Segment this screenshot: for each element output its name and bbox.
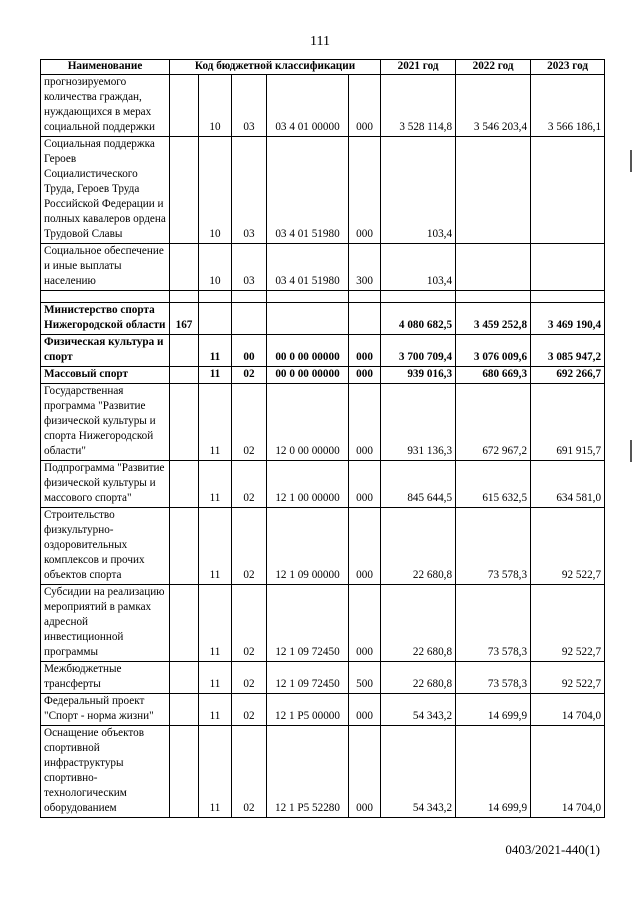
row-ministry-code xyxy=(170,726,199,818)
row-target-code xyxy=(267,303,349,335)
row-target-code: 12 1 P5 00000 xyxy=(267,694,349,726)
table-row xyxy=(41,662,605,694)
row-target-code: 03 4 01 51980 xyxy=(267,137,349,244)
table-row xyxy=(41,244,605,291)
table-row xyxy=(41,461,605,508)
row-subsection-code: 03 xyxy=(232,244,267,291)
row-type-code: 000 xyxy=(349,384,381,461)
row-amount-2022: 3 076 009,6 xyxy=(456,335,531,367)
table-spacer-row xyxy=(41,291,605,303)
row-amount-2022 xyxy=(456,244,531,291)
row-target-code: 00 0 00 00000 xyxy=(267,367,349,384)
row-target-code: 00 0 00 00000 xyxy=(267,335,349,367)
row-section-code: 11 xyxy=(199,662,232,694)
row-amount-2022: 3 459 252,8 xyxy=(456,303,531,335)
spacer-cell xyxy=(199,291,232,303)
row-amount-2023: 92 522,7 xyxy=(531,662,605,694)
row-ministry-code xyxy=(170,244,199,291)
table-row xyxy=(41,726,605,818)
table-header-row xyxy=(41,60,605,75)
row-target-code: 12 1 09 72450 xyxy=(267,662,349,694)
row-name: Межбюджетные трансферты xyxy=(41,662,170,694)
row-amount-2022: 615 632,5 xyxy=(456,461,531,508)
row-type-code: 000 xyxy=(349,335,381,367)
row-subsection-code: 02 xyxy=(232,508,267,585)
row-amount-2023: 14 704,0 xyxy=(531,694,605,726)
row-name: Субсидии на реализацию мероприятий в рамках адресной инвестиционной программы xyxy=(41,585,170,662)
table-row xyxy=(41,585,605,662)
row-name: Строительство физкультурно-оздоровительных комплексов и прочих объектов спорта xyxy=(41,508,170,585)
spacer-cell xyxy=(267,291,349,303)
row-amount-2023: 92 522,7 xyxy=(531,508,605,585)
row-type-code: 000 xyxy=(349,694,381,726)
row-type-code: 000 xyxy=(349,367,381,384)
row-name: Физическая культура и спорт xyxy=(41,335,170,367)
row-ministry-code xyxy=(170,75,199,137)
spacer-cell xyxy=(381,291,456,303)
row-name: Социальное обеспечение и иные выплаты населению xyxy=(41,244,170,291)
row-amount-2021: 54 343,2 xyxy=(381,694,456,726)
row-subsection-code: 00 xyxy=(232,335,267,367)
row-amount-2021: 22 680,8 xyxy=(381,508,456,585)
table-row xyxy=(41,75,605,137)
row-name: Министерство спорта Нижегородской области xyxy=(41,303,170,335)
row-amount-2022: 14 699,9 xyxy=(456,694,531,726)
spacer-cell xyxy=(531,291,605,303)
row-subsection-code: 03 xyxy=(232,137,267,244)
row-ministry-code xyxy=(170,335,199,367)
row-ministry-code xyxy=(170,137,199,244)
row-amount-2023: 691 915,7 xyxy=(531,384,605,461)
row-target-code: 12 1 09 72450 xyxy=(267,585,349,662)
row-type-code: 500 xyxy=(349,662,381,694)
row-section-code xyxy=(199,303,232,335)
row-ministry-code xyxy=(170,694,199,726)
row-section-code: 11 xyxy=(199,694,232,726)
row-type-code: 000 xyxy=(349,137,381,244)
row-amount-2022: 73 578,3 xyxy=(456,585,531,662)
row-subsection-code: 02 xyxy=(232,585,267,662)
spacer-cell xyxy=(41,291,170,303)
row-target-code: 12 1 09 00000 xyxy=(267,508,349,585)
row-amount-2023: 3 469 190,4 xyxy=(531,303,605,335)
row-amount-2022 xyxy=(456,137,531,244)
header-2021: 2021 год xyxy=(381,60,456,75)
row-target-code: 12 1 P5 52280 xyxy=(267,726,349,818)
table-row xyxy=(41,335,605,367)
header-code: Код бюджетной классификации xyxy=(170,60,381,75)
row-amount-2022: 73 578,3 xyxy=(456,662,531,694)
row-subsection-code xyxy=(232,303,267,335)
row-amount-2023 xyxy=(531,244,605,291)
row-amount-2022: 14 699,9 xyxy=(456,726,531,818)
header-name: Наименование xyxy=(41,60,170,75)
row-section-code: 11 xyxy=(199,335,232,367)
row-amount-2023: 692 266,7 xyxy=(531,367,605,384)
row-ministry-code xyxy=(170,585,199,662)
row-amount-2021: 4 080 682,5 xyxy=(381,303,456,335)
row-name: Оснащение объектов спортивной инфраструктуры спортивно-технологическим оборудованием xyxy=(41,726,170,818)
row-section-code: 11 xyxy=(199,726,232,818)
row-amount-2023: 3 085 947,2 xyxy=(531,335,605,367)
row-amount-2023: 92 522,7 xyxy=(531,585,605,662)
row-type-code: 000 xyxy=(349,461,381,508)
row-target-code: 12 0 00 00000 xyxy=(267,384,349,461)
row-type-code: 000 xyxy=(349,585,381,662)
spacer-cell xyxy=(349,291,381,303)
row-type-code xyxy=(349,303,381,335)
row-type-code: 000 xyxy=(349,726,381,818)
scan-edge-mark xyxy=(630,150,632,172)
row-amount-2021: 845 644,5 xyxy=(381,461,456,508)
row-target-code: 12 1 00 00000 xyxy=(267,461,349,508)
row-target-code: 03 4 01 51980 xyxy=(267,244,349,291)
row-amount-2023: 634 581,0 xyxy=(531,461,605,508)
row-name: Государственная программа "Развитие физической культуры и спорта Нижегородской области" xyxy=(41,384,170,461)
row-amount-2023: 14 704,0 xyxy=(531,726,605,818)
spacer-cell xyxy=(456,291,531,303)
row-name: Подпрограмма "Развитие физической культуры и массового спорта" xyxy=(41,461,170,508)
row-subsection-code: 02 xyxy=(232,726,267,818)
row-section-code: 11 xyxy=(199,384,232,461)
row-ministry-code xyxy=(170,384,199,461)
row-amount-2021: 103,4 xyxy=(381,244,456,291)
table-row xyxy=(41,367,605,384)
scan-edge-mark xyxy=(630,440,632,462)
budget-table xyxy=(40,59,605,818)
row-amount-2021: 103,4 xyxy=(381,137,456,244)
row-subsection-code: 02 xyxy=(232,367,267,384)
spacer-cell xyxy=(170,291,199,303)
row-subsection-code: 03 xyxy=(232,75,267,137)
row-amount-2021: 931 136,3 xyxy=(381,384,456,461)
row-amount-2021: 3 528 114,8 xyxy=(381,75,456,137)
row-amount-2021: 54 343,2 xyxy=(381,726,456,818)
table-row xyxy=(41,694,605,726)
row-section-code: 11 xyxy=(199,585,232,662)
row-name: Федеральный проект "Спорт - норма жизни" xyxy=(41,694,170,726)
table-row xyxy=(41,508,605,585)
row-section-code: 10 xyxy=(199,244,232,291)
document-number: 0403/2021-440(1) xyxy=(505,842,600,857)
header-2022: 2022 год xyxy=(456,60,531,75)
row-ministry-code xyxy=(170,508,199,585)
row-subsection-code: 02 xyxy=(232,694,267,726)
row-amount-2023 xyxy=(531,137,605,244)
row-section-code: 11 xyxy=(199,508,232,585)
row-type-code: 000 xyxy=(349,75,381,137)
page-number: 111 xyxy=(310,34,330,49)
row-amount-2022: 3 546 203,4 xyxy=(456,75,531,137)
row-section-code: 11 xyxy=(199,367,232,384)
row-subsection-code: 02 xyxy=(232,384,267,461)
row-ministry-code xyxy=(170,461,199,508)
row-subsection-code: 02 xyxy=(232,461,267,508)
row-section-code: 10 xyxy=(199,75,232,137)
row-amount-2021: 3 700 709,4 xyxy=(381,335,456,367)
row-ministry-code xyxy=(170,662,199,694)
table-row xyxy=(41,384,605,461)
row-section-code: 11 xyxy=(199,461,232,508)
row-ministry-code: 167 xyxy=(170,303,199,335)
row-amount-2022: 73 578,3 xyxy=(456,508,531,585)
row-amount-2021: 22 680,8 xyxy=(381,662,456,694)
row-target-code: 03 4 01 00000 xyxy=(267,75,349,137)
row-amount-2021: 22 680,8 xyxy=(381,585,456,662)
spacer-cell xyxy=(232,291,267,303)
row-amount-2023: 3 566 186,1 xyxy=(531,75,605,137)
row-section-code: 10 xyxy=(199,137,232,244)
row-type-code: 300 xyxy=(349,244,381,291)
table-row xyxy=(41,137,605,244)
row-subsection-code: 02 xyxy=(232,662,267,694)
row-name: Массовый спорт xyxy=(41,367,170,384)
header-2023: 2023 год xyxy=(531,60,605,75)
row-ministry-code xyxy=(170,367,199,384)
row-name: Социальная поддержка Героев Социалистического Труда, Героев Труда Российской Федерации и полных кавалеров ордена Трудовой Славы xyxy=(41,137,170,244)
row-amount-2022: 680 669,3 xyxy=(456,367,531,384)
row-amount-2021: 939 016,3 xyxy=(381,367,456,384)
table-row xyxy=(41,303,605,335)
row-type-code: 000 xyxy=(349,508,381,585)
row-name: прогнозируемого количества граждан, нуждающихся в мерах социальной поддержки xyxy=(41,75,170,137)
row-amount-2022: 672 967,2 xyxy=(456,384,531,461)
